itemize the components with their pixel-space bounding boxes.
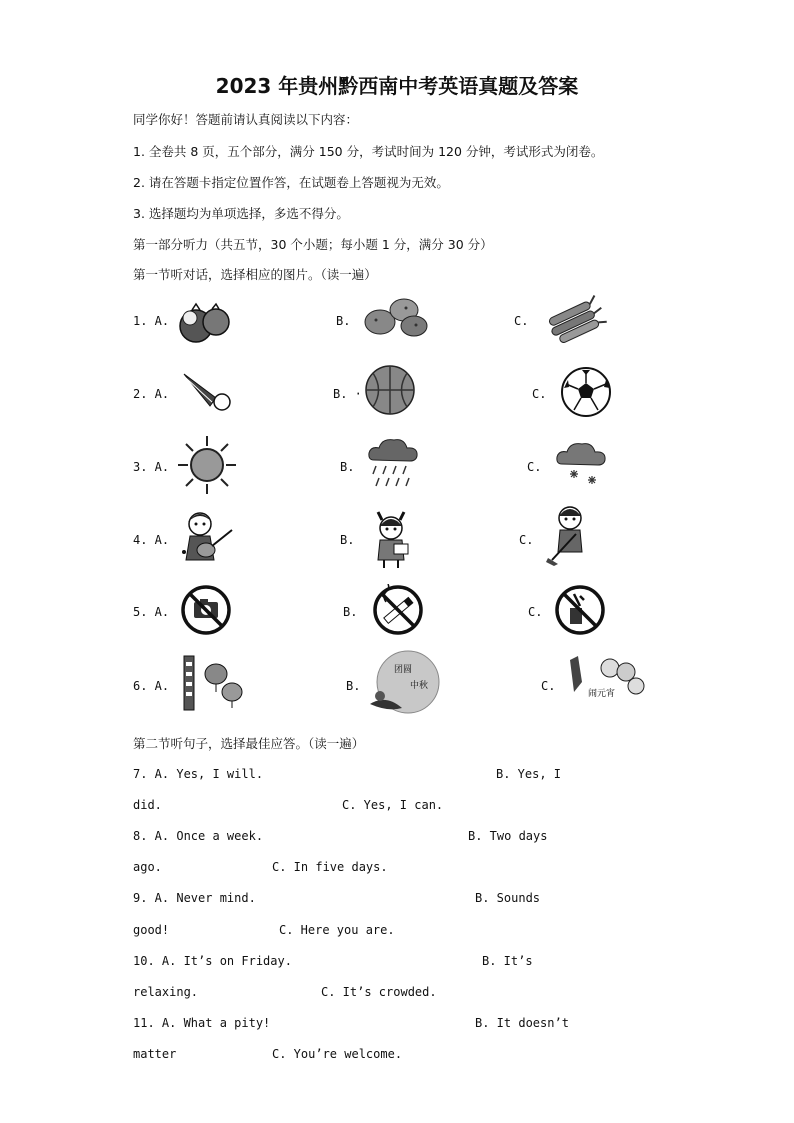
q7-option-c: C. Yes, I can. <box>342 798 444 812</box>
q1-c-label: C. <box>514 314 529 328</box>
soccer-ball-icon <box>560 366 612 418</box>
q6-b-label: B. <box>346 679 361 693</box>
snow-cloud-icon <box>554 436 610 494</box>
q5-b-label: B. <box>343 605 358 619</box>
q10-option-b-cont: relaxing. <box>133 985 199 999</box>
shuttlecock-icon <box>180 368 236 414</box>
q10-option-a: 10. A. It’s on Friday. <box>133 954 292 968</box>
q1-b-label: B. <box>336 314 351 328</box>
q11-option-c: C. You’re welcome. <box>272 1047 403 1061</box>
q7-option-b: B. Yes, I <box>496 767 562 781</box>
q2-c-label: C. <box>532 387 547 401</box>
q3-label: 3. A. <box>133 460 170 474</box>
q5-c-label: C. <box>528 605 543 619</box>
lantern-festival-tangyuan-icon <box>566 652 646 712</box>
q9-option-b-cont: good! <box>133 923 170 937</box>
section2-heading: 第二节听句子，选择最佳应答。（读一遍） <box>133 736 365 751</box>
q11-option-b-cont: matter <box>133 1047 177 1061</box>
q9-option-b: B. Sounds <box>475 891 541 905</box>
q3-b-label: B. <box>340 460 355 474</box>
q2-b-label: B. · <box>333 387 362 401</box>
section1-heading: 第一节听对话，选择相应的图片。（读一遍） <box>133 267 377 282</box>
part1-heading: 第一部分听力（共五节，30 个小题；每小题 1 分，满分 30 分） <box>133 237 493 252</box>
q8-option-c: C. In five days. <box>272 860 388 874</box>
carrots-icon <box>543 294 607 346</box>
q6-c-label: C. <box>541 679 556 693</box>
no-smoking-icon <box>372 584 424 636</box>
q2-label: 2. A. <box>133 387 170 401</box>
q11-option-b: B. It doesn’t <box>475 1016 569 1030</box>
yuanxiao-text: 闹元宵 <box>588 689 616 699</box>
q9-option-c: C. Here you are. <box>279 923 395 937</box>
rule-2: 2. 请在答题卡指定位置作答，在试题卷上答题视为无效。 <box>133 175 449 190</box>
q8-option-b: B. Two days <box>468 829 548 843</box>
rule-1: 1. 全卷共 8 页，五个部分，满分 150 分，考试时间为 120 分钟，考试形式为闭卷。 <box>133 144 604 159</box>
q4-c-label: C. <box>519 533 534 547</box>
tomatoes-icon <box>176 296 234 346</box>
basketball-icon <box>364 364 416 416</box>
rain-cloud-icon <box>364 434 422 494</box>
no-photography-icon <box>180 584 232 636</box>
q5-label: 5. A. <box>133 605 170 619</box>
q10-option-b: B. It’s <box>482 954 533 968</box>
potatoes-icon <box>362 292 430 340</box>
q8-option-b-cont: ago. <box>133 860 162 874</box>
q4-b-label: B. <box>340 533 355 547</box>
q7-option-b-cont: did. <box>133 798 162 812</box>
q3-c-label: C. <box>527 460 542 474</box>
q7-option-a: 7. A. Yes, I will. <box>133 767 264 781</box>
no-littering-icon <box>554 584 606 636</box>
moon-text-1: 团圆 <box>394 665 413 675</box>
girl-reading-icon <box>366 504 416 570</box>
sun-icon <box>176 434 238 496</box>
q8-option-a: 8. A. Once a week. <box>133 829 264 843</box>
q4-label: 4. A. <box>133 533 170 547</box>
page-title: 2023 年贵州黔西南中考英语真题及答案 <box>215 74 579 98</box>
moon-text-2: 中秋 <box>410 681 429 691</box>
rule-3: 3. 选择题均为单项选择，多选不得分。 <box>133 206 349 221</box>
q11-option-a: 11. A. What a pity! <box>133 1016 271 1030</box>
girl-sweeping-icon <box>546 502 592 568</box>
mid-autumn-moon-icon <box>366 650 444 716</box>
q9-option-a: 9. A. Never mind. <box>133 891 256 905</box>
greeting: 同学你好！答题前请认真阅读以下内容： <box>133 112 359 127</box>
couplets-lanterns-icon <box>180 654 244 712</box>
q10-option-c: C. It’s crowded. <box>321 985 437 999</box>
q6-label: 6. A. <box>133 679 170 693</box>
q1-label: 1. A. <box>133 314 170 328</box>
girl-playing-guitar-icon <box>176 506 236 568</box>
